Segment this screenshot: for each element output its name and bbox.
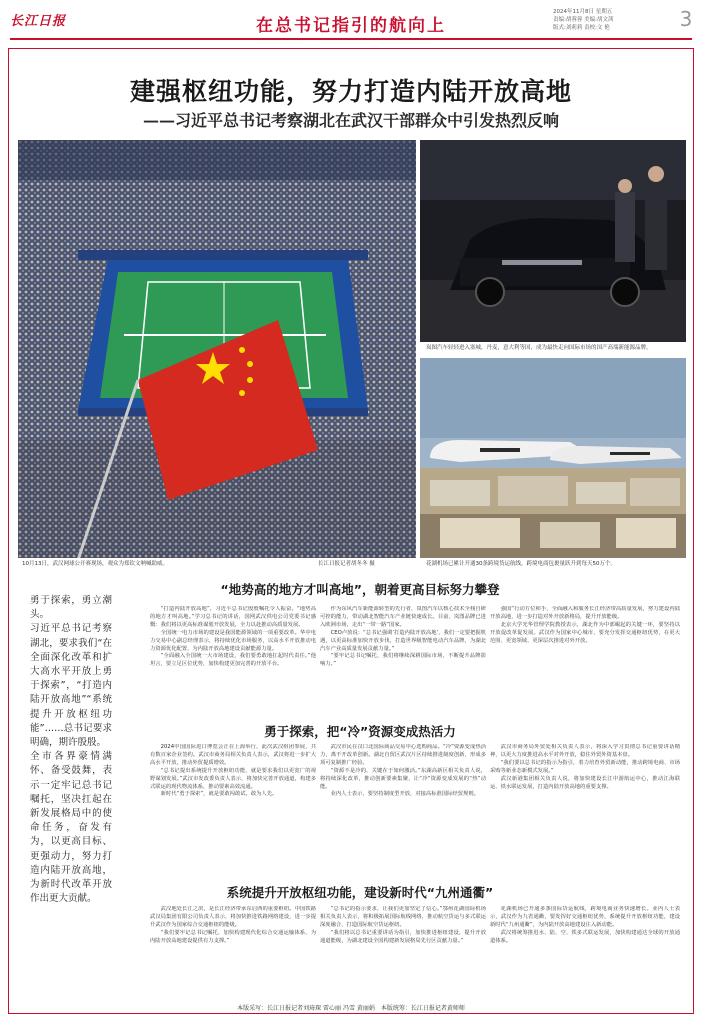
sidebar-text: 勇于探索，勇立潮头。 习近平总书记考察湖北，要求我们“在全面深化改革和扩大高水平开放上勇于探索”，“打造内陆开放高地”“系统提升开放枢纽功能”……总书记要求明确，期许殷殷。 全市各界豪情满怀、备受鼓舞，表示一定牢记总书记嘱托，坚决扛起在新发展格局中的使命任务，奋发有为，以更高目标、更强动力，努力打造内陆开放高地，为新时代改革开放作出更大贡献。 — [30, 595, 112, 905]
masthead — [0, 0, 702, 42]
section-1-column-2 — [320, 606, 486, 718]
meta-editors: 责编:胡蓉蓉 美编:胡文茜 — [553, 17, 614, 23]
paragraph: 武汉地处长江之滨，是长江经济带承东启西的重要枢纽。中国铁路武汉局集团有限公司负责人表示，将加快推进铁路网络建设，进一步提升武汉作为国家综合交通枢纽的能级。 — [150, 906, 316, 928]
paragraph: 2024中国国际进口博览会正在上海举行，此次武汉组团参展，共有数百家企业签约。武汉市商务局相关负责人表示，武汉将进一步扩大高水平开放，推动外贸提质增效。 — [150, 744, 316, 766]
tennis-photo-credit: 长江日报记者胡冬冬 摄 — [318, 561, 375, 567]
newspaper-logo: 长江日报 — [10, 14, 67, 29]
section-2-heading: 勇于探索，把“冷”资源变成热活力 — [264, 724, 456, 739]
article-headline: 建强枢纽功能，努力打造内陆开放高地 — [129, 77, 572, 106]
paragraph: “全面融入全国统一大市场建设，我们要勇敢地扛起时代责任。”他坦言，要立足区位优势，加快构建更加完善的开放平台。 — [150, 653, 316, 668]
meta-layout: 版式:刘莉莉 责校:文 艳 — [553, 25, 610, 31]
paragraph: 业内人士表示，要坚持制度型开放，对接高标准国际经贸规则。 — [330, 791, 479, 798]
paragraph: “打造内陆开放高地”，习近平总书记殷殷嘱托令人振奋。“地势高的地方才叫高地。”学习总书记的讲话，国网武汉供电公司党委书记感慨：我们将以更高标准谋划开放发展，全力以赴推动高质量发展。 — [150, 606, 316, 628]
meta-date: 2024年11月8日 星期五 — [553, 9, 613, 15]
paragraph: 武汉市民在汉口北国际商品交易中心选购商品。“冷”资源变成热活力，离不开改革创新。湖北自贸区武汉片区持续推进制度创新，形成多项可复制推广经验。 — [320, 744, 486, 766]
paragraph: 花湖机场已开通多条国际货运航线，跨境电商业务快速增长。业内人士表示，武汉作为九省通衢，要发挥好交通枢纽优势，系统提升开放枢纽功能，建设新时代“九州通衢”，为内陆开放高地建设注入新动能。 — [490, 906, 680, 928]
page-number: 3 — [679, 7, 693, 31]
paragraph: “我们要牢记总书记嘱托，加快构建现代化综合交通运输体系，为内陆开放高地建设提供有力支撑。” — [150, 929, 316, 944]
cargo-photo-caption: 花湖机场已累计开通30条跨境货运航线，跨境电商包裹量跃升到每天50万个。 — [426, 561, 616, 567]
section-2-column-2 — [320, 744, 486, 864]
editorial-sidebar — [30, 594, 112, 906]
paragraph: 武汉市商务局外贸处相关负责人表示，将深入学习贯彻总书记重要讲话精神，以更大力度推进高水平对外开放，稳住外贸外资基本盘。 — [490, 744, 680, 758]
tennis-stadium-photo — [18, 140, 416, 558]
page-meta — [553, 8, 671, 32]
paragraph: “要牢记总书记嘱托，我们将继续深耕国际市场，不断提升品牌影响力。” — [320, 653, 486, 668]
article-subheadline: ——习近平总书记考察湖北在武汉干部群众中引发热烈反响 — [142, 111, 559, 130]
paragraph: “总书记提出系统提升开放枢纽功能，就是要求我们以更宽广的视野谋划发展。”武汉市发改委负责人表示，将加快完善开放通道，构建多式联运的现代物流体系，推动要素高效流通。 — [150, 767, 316, 790]
paragraph: 全国统一电力市场的建设是我国能源领域的一项重要改革。华中电力交易中心副总经理表示，将持续优化市场服务，以高水平开放推动电力资源优化配置，为内陆开放高地建设贡献能源力量。 — [150, 629, 316, 652]
paragraph: 强国“行动方位和手，全面融入和服务长江经济带高质量发展，努力建设内陆开放高地，进一步打造对外开放新格局，提升开放能级。 — [490, 606, 680, 620]
section-1-column-1 — [150, 606, 316, 718]
page-credits: 本版采写：长江日报记者刘琦琛 雷心丽 冯雪 黄丽娟 本版统筹：长江日报记者黄师师 — [237, 1005, 465, 1012]
section-3-column-2 — [320, 906, 486, 998]
section-3-heading: 系统提升开放枢纽功能，建设新时代“九州通衢” — [226, 885, 494, 900]
section-3-column-3 — [490, 906, 680, 998]
paragraph: 武汉将统筹推进水、陆、空、铁多式联运发展，加快构建通达全球的开放通道体系。 — [490, 929, 680, 944]
paragraph: “我们要以总书记的指示为指引，着力培育外贸新动能，推动跨境电商、市场采购等新业态新模式发展。” — [490, 759, 680, 774]
tennis-photo-caption: 10月13日，武汉网球公开赛现场，观众为郑钦文呐喊助威。 — [22, 561, 168, 567]
paragraph: “资源不是冷的，关键在于如何激活。”东湖高新区相关负责人说，将持续深化改革，推动创新要素集聚，让“冷”资源变成发展的“热”动能。 — [320, 767, 486, 790]
section-2-column-1 — [150, 744, 316, 864]
paragraph: 作为东风汽车新能源转型的先行者，岚图汽车以核心技术全栈自研可控的能力，带动湖北智能汽车产业链快速成长。目前，岚图品牌已进入欧洲市场，走出“一带一路”国家。 — [320, 606, 486, 628]
paragraph: “我们将以总书记重要讲话为指引，加快推进枢纽建设，提升开放通道能级，为湖北建设全国构建新发展格局先行区贡献力量。” — [320, 929, 486, 944]
section-3-column-1 — [150, 906, 316, 998]
paragraph: “总书记的指示要求，让我们更加坚定了信心。”鄂州花湖国际机场相关负责人表示，将积极拓展国际航线网络，推动航空货运与多式联运深度融合，打造国际航空货运枢纽。 — [320, 906, 486, 928]
section-banner-title: 在总书记指引的航向上 — [256, 16, 446, 36]
car-launch-photo — [420, 140, 686, 342]
section-1-column-3 — [490, 606, 680, 718]
paragraph: 新时代“勇于探索”，就是要敢闯敢试，敢为人先。 — [160, 791, 278, 798]
masthead-rule — [10, 38, 692, 40]
paragraph: 北京大学光华管理学院教授表示，湖北作为中部崛起的关键一环，要坚持以开放促改革促发展。武汉作为国家中心城市，要充分发挥交通枢纽优势，在更大范围、更宽领域、更深层次推进对外开放。 — [490, 621, 680, 644]
section-2-column-3 — [490, 744, 680, 864]
cargo-airport-photo — [420, 358, 686, 558]
paragraph: 武汉新港集团相关负责人说，将加快建设长江中游航运中心，推动江海联运、铁水联运发展，打造内陆开放高地的重要支撑。 — [490, 775, 680, 790]
section-1-heading: “地势高的地方才叫高地”，朝着更高目标努力攀登 — [220, 582, 500, 597]
car-photo-caption: 岚图汽车轻轻进入塞城，丹麦，意大利等国，成为最快走向国际市场的国产高端新能源品牌。 — [426, 345, 652, 351]
paragraph: CEO卢放说：“总书记强调‘打造内陆开放高地’，我们一定要把握机遇，以更高标准加快开放步伐，打造世界级智能电动汽车品牌，为湖北汽车产业高质量发展贡献力量。” — [320, 629, 486, 652]
